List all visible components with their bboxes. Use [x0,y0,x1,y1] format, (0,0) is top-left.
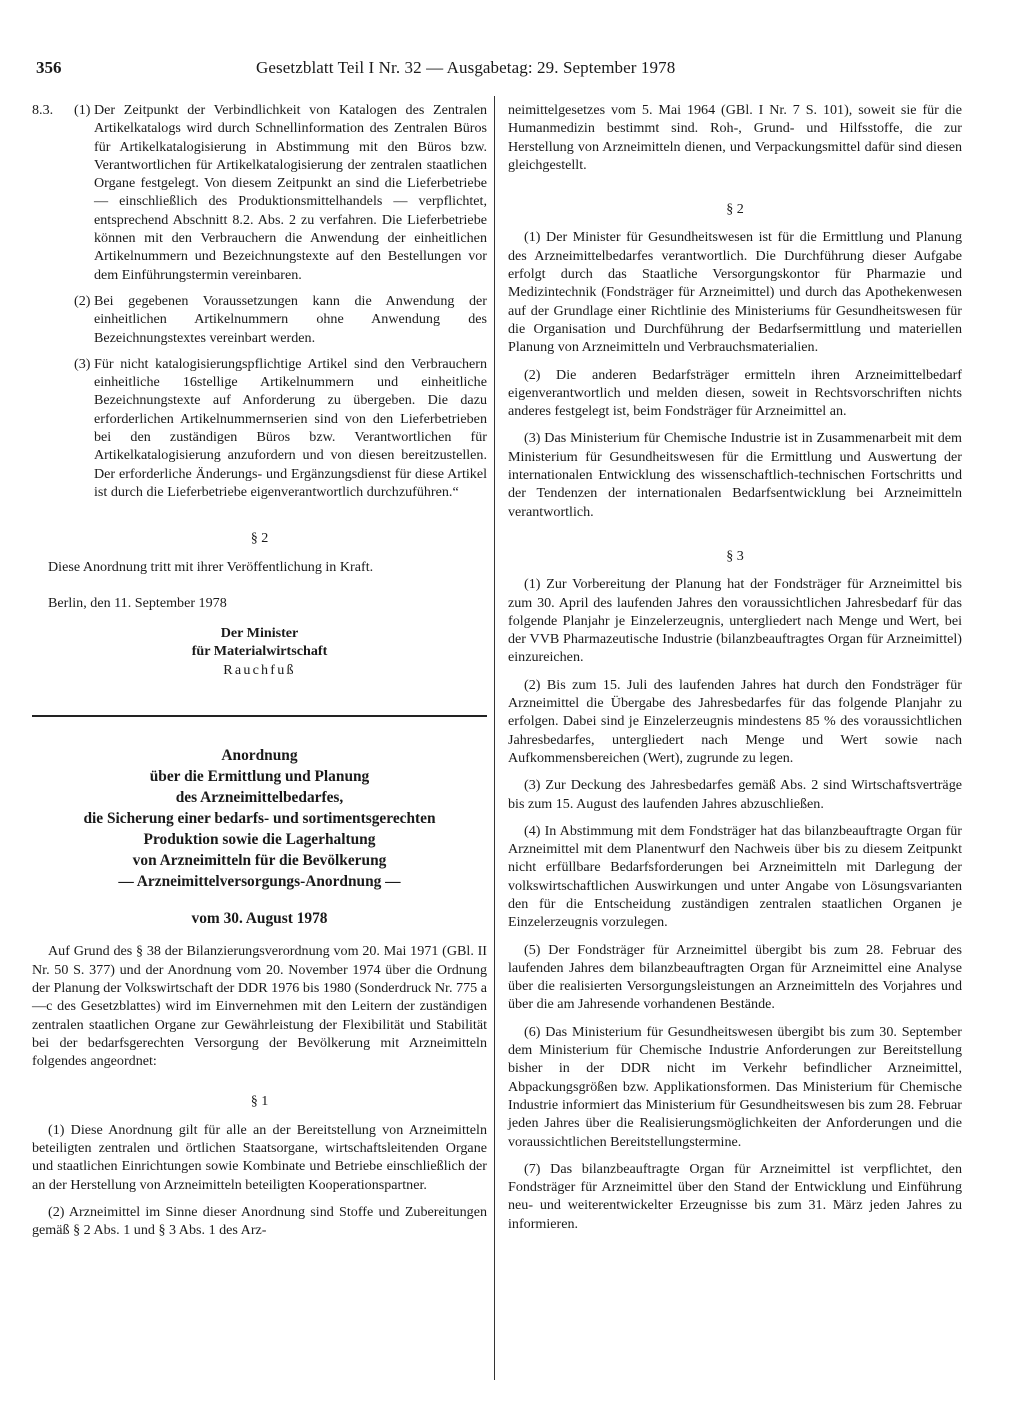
document-title [32,745,487,892]
paragraph: (1) Zur Vorbereitung der Planung hat der Fondsträger für Arzneimittel bis zum 30. April des laufenden Jahres den voraussichtlichen Jahresbedarf für das folgende Planjahr je Einzelerzeugnis, untergliedert nach Menge und Wert, bei der VVB Pharmazeutische Industrie (bilanzbeauftragtes Organ für Arzneimittel) einzureichen. [508,576,962,666]
section-heading: § 2 [726,201,744,218]
place-date: Berlin, den 11. September 1978 [48,594,227,611]
running-head: Gesetzblatt Teil I Nr. 32 — Ausgabetag: 29. September 1978 [256,58,676,77]
document-date: vom 30. August 1978 [191,910,328,928]
paragraph: (3) Das Ministerium für Chemische Industrie ist in Zusammenarbeit mit dem Ministerium für Gesundheitswesen für die Ermittlung und Auswertung der internationalen Entwicklung des wissenschaftlich-technischen Fortschritts und der Tendenzen der internationalen Bedarfsentwicklung bei Arzneimitteln verantwortlich. [508,430,962,520]
paragraph: (6) Das Ministerium für Gesundheitswesen übergibt bis zum 30. September dem Ministerium für Chemische Industrie Anforderungen zur Bereitstellung bisher in der DDR nicht im Verkehr befindlicher Arzneimittel, Abpackungsgrößen bzw. Applikationsformen. Das Ministerium für Chemische Industrie informiert das Ministerium für Gesundheitswesen bis zum 28. Februar jeden Jahres über die Realisierungsmöglichkeiten der Anforderungen und die voraussichtlichen Bereitstellungstermine. [508,1023,962,1150]
sub-paragraph: Für nicht katalogisierungspflichtige Artikel sind den Verbrauchern einheitliche 16stellige Artikelnummern und einheitliche Bezeichnungstexte auf Anforderung zu übergeben. Die dazu erforderlichen Artikelnummernserien sind von den Lieferbetrieben bei den zuständigen Büros bzw. Verantwortlichen für Artikelkatalogisierung anzufordern und von diesen bereitzustellen. Der erforderliche Änderungs- und Ergänzungsdienst für diese Artikel ist durch die Lieferbetriebe eigenverantwortlich durchzuführen.“ [94,355,487,500]
paragraph: (2) Arzneimittel im Sinne dieser Anordnung sind Stoffe und Zubereitungen gemäß § 2 Abs. 1 und § 3 Abs. 1 des Arz- [32,1203,487,1239]
paragraph: (1) Diese Anordnung gilt für alle an der Bereitstellung von Arzneimitteln beteiligten zentralen und örtlichen Staatsorgane, wirtschaftsleitenden Organe und staatlichen Einrichtungen sowie Kombinate und Betriebe einschließlich der an der Herstellung von Arzneimitteln beteiligten Kooperationspartner. [32,1121,487,1193]
title-line: Produktion sowie die Lagerhaltung [143,831,376,849]
sub-paragraph: Der Zeitpunkt der Verbindlichkeit von Katalogen des Zentralen Artikelkatalogs wird durch Schnellinformation des Zentralen Büros für Artikelkatalogisierung in Abstimmung mit den Büros bzw. Verantwortlichen für Artikelkatalogisierung der zentralen staatlichen Organe festgelegt. Von diesem Zeitpunkt an sind die Lieferbetriebe — einschließlich des Produktionsmittelhandels — verpflichtet, entsprechend Abschnitt 8.2. Abs. 2 zu verfahren. Die Lieferbetriebe können mit den Verbrauchern die Anwendung der einheitlichen Artikelnummern und Bezeichnungstexte auf den Bestellungen vor dem Einführungstermin vereinbaren. [94,102,487,283]
item-number: 8.3. [32,102,54,118]
sub-paragraph: Bei gegebenen Voraussetzungen kann die Anwendung der einheitlichen Artikelnummern ohne Anwendung des Bezeichnungstextes vereinbart werden. [94,292,487,346]
paragraph: (7) Das bilanzbeauftragte Organ für Arzneimittel ist verpflichtet, den Fondsträger für Arzneimittel über den Stand der Entwicklung und Einführung neu- und weiterentwickelter Erzeugnisse bis zum 31. März jeden Jahres zu informieren. [508,1160,962,1232]
item-8-3-sub-2 [32,292,487,347]
signature-title: Der Minister [220,625,299,642]
page-number: 356 [36,58,62,77]
title-line: des Arzneimittelbedarfes, [175,789,344,807]
section-heading: § 2 [250,530,269,547]
sub-number: (2) [74,292,91,309]
title-line: die Sicherung einer bedarfs- und sortimentsgerechten [83,810,436,828]
preamble: Auf Grund des § 38 der Bilanzierungsverordnung vom 20. Mai 1971 (GBl. II Nr. 50 S. 377) und der Anordnung vom 20. November 1974 über die Ordnung der Planung der Volkswirtschaft der DDR 1976 bis 1980 (Sonderdruck Nr. 775 a—c des Gesetzblattes) wird im Einvernehmen mit den Leitern der zuständigen zentralen staatlichen Organe zur Gewährleistung der Flexibilität und Stabilität bei der bedarfsgerechten Versorgung der Bevölkerung mit Arzneimitteln folgendes angeordnet: [32,943,487,1070]
item-8-3-sub-3 [32,355,487,501]
paragraph: (1) Der Minister für Gesundheitswesen ist für die Ermittlung und Planung des Arzneimittelbedarfes verantwortlich. Die Durchführung dieser Aufgabe erfolgt durch das Staatliche Versorgungskontor für Pharmazie und Medizintechnik (Fondsträger für Arzneimittel) und durch das Apothekenwesen auf der Grundlage einer Richtlinie des Ministeriums für Gesundheitswesen für die Organisation und Durchführung der Bedarfsermittlung und materiellen Planung von Arzneimitteln und Verbrauchsmaterialien. [508,229,962,356]
paragraph: (2) Bis zum 15. Juli des laufenden Jahres hat durch den Fondsträger für Arzneimittel die Übergabe des Jahresbedarfes für das folgende Planjahr zu erfolgen. Dabei sind je Einzelerzeugnis mindestens 85 % des voraussichtlichen Jahresbedarfes, untergliedert nach Menge und Wert sowie nach Aufkommensbereichen (Wert), zugrunde zu legen. [508,676,962,766]
left-column [32,101,487,1239]
right-column [508,101,962,1233]
item-8-3 [32,101,487,284]
paragraph: (2) Die anderen Bedarfsträger ermitteln ihren Arzneimittelbedarf eigenverantwortlich und melden diesen, soweit in Rechtsvorschriften nichts anderes festgelegt ist, beim Fondsträger für Arzneimittel an. [508,366,962,420]
signature-name: Rauchfuß [223,661,296,678]
paragraph: (4) In Abstimmung mit dem Fondsträger hat das bilanzbeauftragte Organ für Arzneimittel mit dem Planentwurf den Nachweis über bis zu diesem Zeitpunkt nicht erfüllbare Bedarfsforderungen bei Arzneimitteln mit Darlegung der volkswirtschaftlichen Auswirkungen und unter Angabe von Lösungsvarianten den für die Entscheidung zuständigen zentralen staatlichen Organen je Einzelerzeugnis vorzulegen. [508,822,962,931]
section-heading: § 1 [250,1093,269,1110]
signature-title: für Materialwirtschaft [191,643,328,660]
title-line: — Arzneimittelversorgungs-Anordnung — [118,873,401,891]
sub-number: (1) [74,102,91,118]
page-header [36,58,988,82]
section-heading: § 3 [726,547,744,564]
title-line: von Arzneimitteln für die Bevölkerung [132,852,387,870]
title-line: über die Ermittlung und Planung [149,768,370,786]
sub-number: (3) [74,355,91,372]
paragraph: (5) Der Fondsträger für Arzneimittel übergibt bis zum 28. Februar des laufenden Jahres dem bilanzbeauftragten Organ für Arzneimittel eine Analyse über die realisierten Versorgungsleistungen an Arzneimitteln des Vorjahres und über die am Jahresende vorhandenen Bestände. [508,941,962,1013]
column-divider [494,96,495,1380]
title-line: Anordnung [221,747,298,765]
horizontal-rule [32,715,487,717]
paragraph: neimittelgesetzes vom 5. Mai 1964 (GBl. I Nr. 7 S. 101), soweit sie für die Humanmedizin bestimmt sind. Roh-, Grund- und Hilfsstoffe, die zur Herstellung von Arzneimitteln dienen, und Verpackungsmittel dafür sind diesen gleichgestellt. [508,102,962,173]
paragraph: Diese Anordnung tritt mit ihrer Veröffentlichung in Kraft. [48,558,374,575]
paragraph: (3) Zur Deckung des Jahresbedarfes gemäß Abs. 2 sind Wirtschaftsverträge bis zum 15. August des laufenden Jahres abzuschließen. [508,777,962,812]
